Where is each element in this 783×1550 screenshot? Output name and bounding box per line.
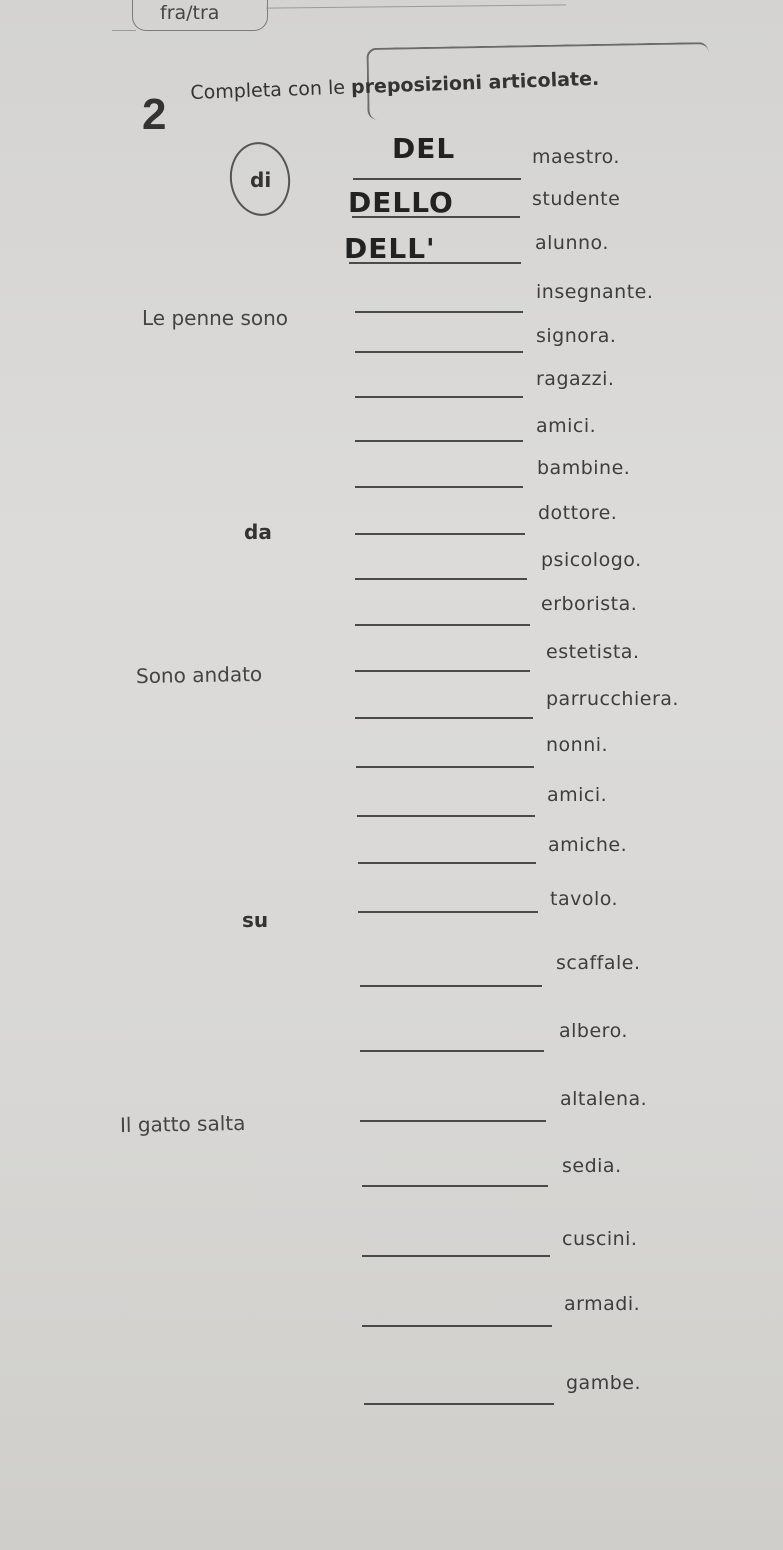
row-noun: amici.	[536, 415, 597, 437]
answer-blank-line[interactable]	[355, 624, 530, 626]
row-noun: nonni.	[546, 734, 609, 756]
answer-blank-line[interactable]	[362, 1255, 550, 1257]
answer-blank-line[interactable]	[355, 396, 523, 398]
header-rule-left	[112, 30, 136, 31]
handwritten-answer: DELLO	[348, 186, 454, 219]
row-noun: albero.	[559, 1020, 628, 1042]
answer-blank-line[interactable]	[355, 670, 530, 672]
answer-blank-line[interactable]	[357, 815, 535, 817]
preposition-su: su	[242, 908, 269, 932]
answer-blank-line[interactable]	[356, 766, 534, 768]
handwritten-answer: DEL	[392, 132, 456, 165]
answer-blank-line[interactable]	[355, 351, 523, 353]
answer-blank-line[interactable]	[355, 717, 533, 719]
row-noun: maestro.	[532, 146, 620, 168]
row-noun: scaffale.	[556, 952, 641, 974]
instruction-bold-text: preposizioni articolate.	[350, 67, 600, 99]
preposition-di: di	[250, 168, 272, 192]
row-noun: alunno.	[535, 232, 609, 254]
row-noun: erborista.	[541, 593, 638, 615]
row-noun: gambe.	[566, 1372, 642, 1394]
answer-blank-line[interactable]	[360, 985, 542, 987]
answer-blank-line[interactable]	[353, 178, 521, 180]
row-noun: ragazzi.	[536, 368, 615, 390]
row-noun: parrucchiera.	[546, 688, 679, 710]
exercise-number: 2	[142, 90, 167, 139]
row-noun: tavolo.	[550, 888, 619, 910]
answer-blank-line[interactable]	[355, 440, 523, 442]
answer-blank-line[interactable]	[358, 862, 536, 864]
row-noun: amici.	[547, 784, 608, 806]
sentence-start-sono-andato: Sono andato	[135, 661, 263, 689]
row-noun: cuscini.	[562, 1228, 638, 1250]
row-noun: armadi.	[564, 1293, 641, 1315]
answer-blank-line[interactable]	[358, 911, 538, 913]
row-noun: insegnante.	[536, 281, 654, 303]
answer-blank-line[interactable]	[360, 1120, 546, 1122]
row-noun: amiche.	[548, 834, 628, 856]
row-noun: bambine.	[537, 457, 631, 479]
row-noun: psicologo.	[541, 549, 642, 571]
row-noun: signora.	[536, 325, 617, 347]
answer-blank-line[interactable]	[362, 1325, 552, 1327]
answer-blank-line[interactable]	[355, 533, 525, 535]
answer-blank-line[interactable]	[355, 311, 523, 313]
answer-blank-line[interactable]	[355, 486, 523, 488]
row-noun: studente	[532, 188, 621, 210]
answer-blank-line[interactable]	[360, 1050, 544, 1052]
row-noun: estetista.	[546, 641, 640, 663]
header-rule	[266, 4, 566, 8]
sentence-start-le-penne: Le penne sono	[142, 306, 289, 330]
answer-blank-line[interactable]	[362, 1185, 548, 1187]
preposition-da: da	[244, 520, 272, 544]
row-noun: altalena.	[560, 1088, 648, 1110]
row-noun: sedia.	[562, 1155, 622, 1177]
handwritten-answer: DELL'	[344, 232, 436, 265]
answer-blank-line[interactable]	[355, 578, 527, 580]
row-noun: dottore.	[538, 502, 618, 524]
instruction-text: Completa con le	[190, 76, 352, 104]
answer-blank-line[interactable]	[364, 1403, 554, 1405]
header-label: fra/tra	[160, 2, 220, 24]
sentence-start-il-gatto: Il gatto salta	[119, 1110, 246, 1138]
